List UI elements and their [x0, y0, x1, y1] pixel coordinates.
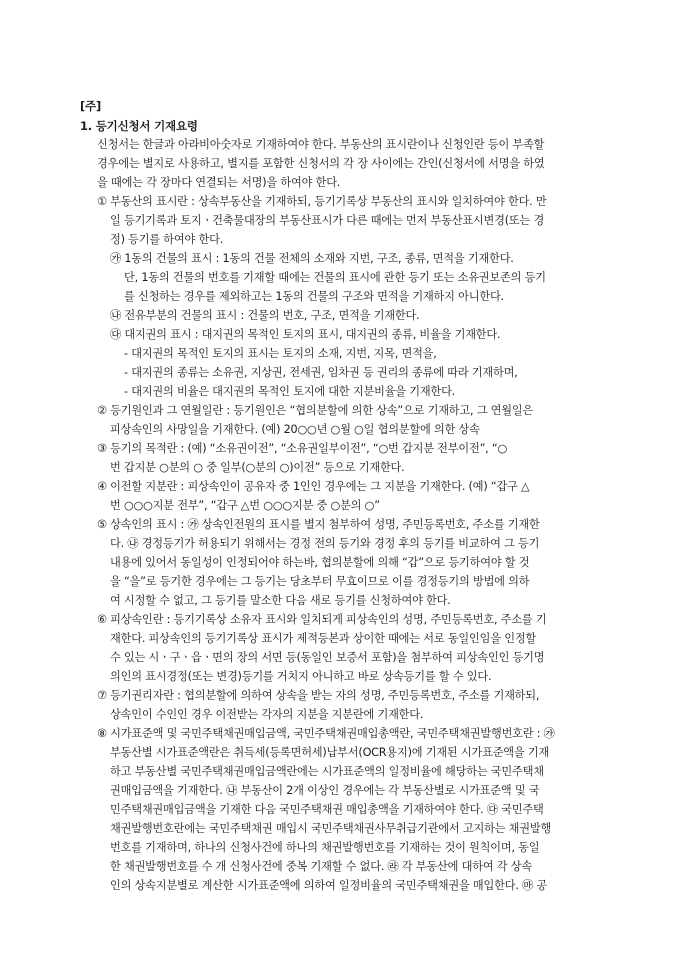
item-8-line: 인의 상속지분별로 계산한 시가표준액에 의하여 일정비율의 국민주택채권을 매입한다. ㉲ 공 [110, 879, 548, 892]
item-5-line: 여 시정할 수 없고, 그 등기를 말소한 다음 새로 등기를 신청하여야 한다. [110, 594, 451, 607]
item-1-line: ① 부동산의 표시란 : 상속부동산을 기재하되, 등기기록상 부동산의 표시와 일치하여야 한다. 만 [97, 195, 547, 208]
item-5-line: 을 “을”로 등기한 경우에는 그 등기는 당초부터 무효이므로 이를 경정등기의 방법에 의하 [110, 575, 530, 588]
subitem-a-line: 를 신청하는 경우를 제외하고는 1동의 건물의 구조와 면적을 기재하지 아니한다. [124, 290, 504, 303]
item-8-line: 채권발행번호란에는 국민주택채권 매입시 국민주택채권사무취급기관에서 고지하는 채권발행 [110, 822, 552, 835]
item-8-line: ⑧ 시가표준액 및 국민주택채권매입금액, 국민주택채권매입총액란, 국민주택채권발행번호란 : ㉮ [97, 727, 555, 740]
dash-line: - 대지권의 종류는 소유권, 지상권, 전세권, 임차권 등 권리의 종류에 따라 기재하며, [124, 366, 518, 379]
subitem-c-line: ㉰ 대지권의 표시 : 대지권의 목적인 토지의 표시, 대지권의 종류, 비율을 기재한다. [110, 328, 501, 341]
section-title: 1. 등기신청서 기재요령 [80, 119, 198, 133]
item-6-line: 재한다. 피상속인의 등기기록상 표시가 제적등본과 상이한 때에는 서로 동일인임을 인정할 [110, 632, 537, 645]
subitem-a-line: 단, 1동의 건물의 번호를 기재할 때에는 건물의 표시에 관한 등기 또는 소유권보존의 등기 [124, 271, 546, 284]
body-line: 을 때에는 각 장마다 연결되는 서명)을 하여야 한다. [97, 176, 341, 189]
item-2-line: ② 등기원인과 그 연월일란 : 등기원인은 “협의분할에 의한 상속”으로 기재하고, 그 연월일은 [97, 404, 534, 417]
item-4-line: 번 ○○○지분 전부”, “갑구 △번 ○○○지분 중 ○분의 ○” [110, 499, 380, 512]
item-5-line: ⑤ 상속인의 표시 : ㉮ 상속인전원의 표시를 별지 첨부하여 성명, 주민등록번호, 주소를 기재한 [97, 518, 540, 531]
item-8-line: 권매입금액을 기재한다. ㉯ 부동산이 2개 이상인 경우에는 각 부동산별로 시가표준액 및 국 [110, 784, 540, 797]
item-7-line: ⑦ 등기권리자란 : 협의분할에 의하여 상속을 받는 자의 성명, 주민등록번호, 주소를 기재하되, [97, 689, 540, 702]
body-line: 신청서는 한글과 아라비아숫자로 기재하여야 한다. 부동산의 표시란이나 신청인란 등이 부족할 [97, 138, 545, 151]
dash-line: - 대지권의 비율은 대지권의 목적인 토지에 대한 지분비율을 기재한다. [124, 385, 456, 398]
item-8-line: 하고 부동산별 국민주택채권매입금액란에는 시가표준액의 일정비율에 해당하는 국민주택채 [110, 765, 544, 778]
subitem-a-line: ㉮ 1동의 건물의 표시 : 1동의 건물 전체의 소재와 지번, 구조, 종류, 면적을 기재한다. [110, 252, 514, 265]
subitem-b-line: ㉯ 전유부분의 건물의 표시 : 건물의 번호, 구조, 면적을 기재한다. [110, 309, 420, 322]
item-8-line: 부동산별 시가표준액란은 취득세(등록면허세)납부서(OCR용지)에 기재된 시가표준액을 기재 [110, 746, 550, 759]
item-1-line: 일 등기기록과 토지ㆍ건축물대장의 부동산표시가 다른 때에는 먼저 부동산표시변경(또는 경 [110, 214, 545, 227]
item-6-line: 의인의 표시경정(또는 변경)등기를 거치지 아니하고 바로 상속등기를 할 수 있다. [110, 670, 492, 683]
item-8-line: 한 채권발행번호를 수 개 신청사건에 중복 기재할 수 없다. ㉱ 각 부동산에 대하여 각 상속 [110, 860, 532, 873]
item-5-line: 다. ㉯ 경정등기가 허용되기 위해서는 경정 전의 등기와 경정 후의 등기를 비교하여 그 등기 [110, 537, 540, 550]
item-5-line: 내용에 있어서 동일성이 인정되어야 하는바, 협의분할에 의해 “갑”으로 등기하여야 할 것 [110, 556, 530, 569]
body-line: 경우에는 별지로 사용하고, 별지를 포함한 신청서의 각 장 사이에는 간인(신청서에 서명을 하였 [97, 157, 545, 170]
item-3-line: ③ 등기의 목적란 : (예) “소유권이전”, “소유권일부이전”, “○번 갑지분 전부이전”, “○ [97, 442, 508, 455]
note-label: [주] [80, 99, 102, 113]
item-1-line: 정) 등기를 하여야 한다. [110, 233, 224, 246]
item-8-line: 번호를 기재하며, 하나의 신청사건에 하나의 채권발행번호를 기재하는 것이 원칙이며, 동일 [110, 841, 540, 854]
dash-line: - 대지권의 목적인 토지의 표시는 토지의 소재, 지번, 지목, 면적을, [124, 347, 437, 360]
item-7-line: 상속인이 수인인 경우 이전받는 각자의 지분을 지분란에 기재한다. [110, 708, 424, 721]
item-4-line: ④ 이전할 지분란 : 피상속인이 공유자 중 1인인 경우에는 그 지분을 기재한다. (예) “갑구 △ [97, 480, 530, 493]
item-2-line: 피상속인의 사망일을 기재한다. (예) 20○○년 ○월 ○일 협의분할에 의한 상속 [110, 423, 480, 436]
item-8-line: 민주택채권매입금액을 기재한 다음 국민주택채권 매입총액을 기재하여야 한다. ㉰ 국민주택 [110, 803, 544, 816]
item-6-line: 수 있는 시ㆍ구ㆍ읍ㆍ면의 장의 서면 등(동일인 보증서 포함)을 첨부하여 피상속인인 등기명 [110, 651, 545, 664]
item-6-line: ⑥ 피상속인란 : 등기기록상 소유자 표시와 일치되게 피상속인의 성명, 주민등록번호, 주소를 기 [97, 613, 547, 626]
item-3-line: 번 갑지분 ○분의 ○ 중 일부(○분의 ○)이전” 등으로 기재한다. [110, 461, 405, 474]
